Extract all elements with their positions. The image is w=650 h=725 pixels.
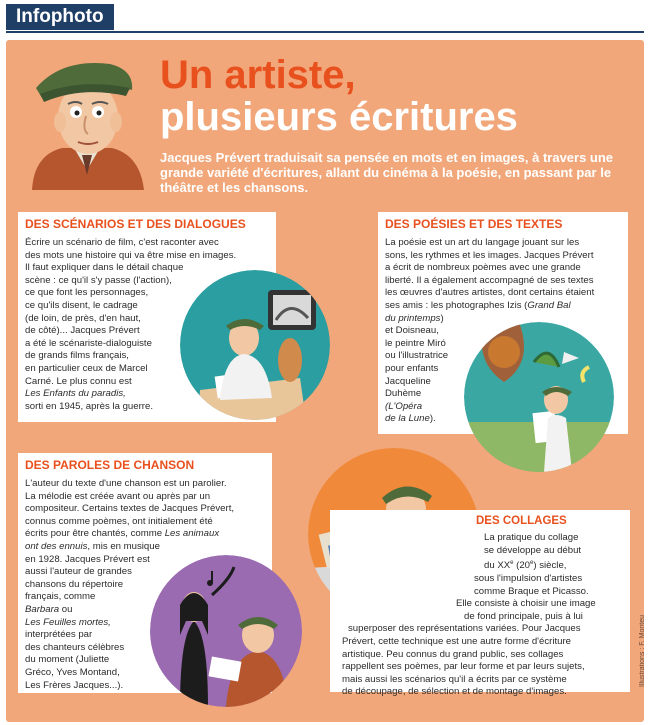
box-poesies-title: DES POÉSIES ET DES TEXTES <box>385 217 563 231</box>
text-line: de côté)... Jacques Prévert <box>25 325 140 337</box>
infophoto-tag: Infophoto <box>6 4 114 30</box>
text-line: de grands films français, <box>25 350 129 362</box>
box-collages-title: DES COLLAGES <box>476 515 567 527</box>
prevert-portrait <box>22 50 152 190</box>
text-line: des mots une histoire qui va être mise en images. <box>25 249 237 261</box>
work-title: (L'Opéra <box>385 400 423 412</box>
header-rule <box>6 31 644 33</box>
text-line: le peintre Miró <box>385 337 446 349</box>
box-chanson-title: DES PAROLES DE CHANSON <box>25 458 195 472</box>
work-title: Grand Bal <box>527 299 571 311</box>
text-line: sorti en 1945, après la guerre. <box>25 400 153 412</box>
text-fragment: ou <box>59 603 73 615</box>
text-line: Jacqueline <box>385 375 431 387</box>
text-fragment: e <box>530 560 534 567</box>
film-title: Les Enfants du paradis, <box>25 388 126 400</box>
text-line: scène : ce qu'il s'y passe (l'action), <box>25 274 172 286</box>
text-line: La mélodie est créée avant ou après par un <box>25 490 211 502</box>
intro-text: Jacques Prévert traduisait sa pensée en mots et en images, à travers une grande variété d'écritures, allant du cinéma à la poésie, en passant par le théâtre et les chansons. <box>160 150 614 195</box>
text-line: a été le scénariste-dialoguiste <box>25 337 152 349</box>
text-line: du moment (Juliette <box>25 654 110 666</box>
text-line: interprétées par <box>25 629 93 641</box>
text-line: La pratique du collage <box>484 532 579 543</box>
illustration-chanson <box>150 555 302 707</box>
text-line: liberté. Il a également accompagné de ses textes <box>385 274 594 286</box>
text-line: français, comme <box>25 591 96 603</box>
text-line: ses amis : les photographes Izis ( <box>385 299 528 311</box>
text-line: Prévert, cette technique est une autre forme d'écriture <box>342 635 572 647</box>
box-collages-text <box>334 532 628 699</box>
text-line: les œuvres d'autres artistes, dont certains étaient <box>385 287 595 299</box>
text-line: Les Frères Jacques...). <box>25 679 124 691</box>
text-line: Gréco, Yves Montand, <box>25 666 120 678</box>
text-line: aussi l'auteur de grandes <box>25 566 132 578</box>
text-line: sons, les rythmes et les images. Jacques Prévert <box>385 249 594 261</box>
text-line: Elle consiste à choisir une image <box>456 598 596 610</box>
text-fragment: e <box>510 560 514 567</box>
text-fragment: ) <box>440 312 444 324</box>
century-line <box>334 557 628 573</box>
text-line: rappellent ses poèmes, par leur forme et par leurs sujets, <box>342 661 585 673</box>
text-fragment: du XX <box>484 560 511 572</box>
illustration-poesie <box>464 322 614 472</box>
text-line: de découpage, de sélection et de montage d'images. <box>342 686 567 698</box>
text-line: sous l'impulsion d'artistes <box>474 572 583 584</box>
text-line: (de loin, de près, d'en haut, <box>25 312 141 324</box>
text-line: Il faut expliquer dans le détail chaque <box>25 262 184 274</box>
text-fragment: , mis en musique <box>87 540 160 552</box>
text-line: connus comme poèmes, ont initialement été <box>25 515 213 527</box>
text-line: écrits pour être chantés, comme <box>25 528 163 540</box>
text-line: Carné. Le plus connu est <box>25 375 132 387</box>
text-line: chansons du répertoire <box>25 578 124 590</box>
text-fragment: siècle, <box>539 560 567 572</box>
text-line: en particulier ceux de Marcel <box>25 362 148 374</box>
text-line: a écrit de nombreux poèmes avec une grande <box>385 262 581 274</box>
page-title-line1: Un artiste, <box>160 53 356 97</box>
text-line: Duhème <box>385 388 422 400</box>
text-line: et Doisneau, <box>385 325 439 337</box>
text-line: superposer des représentations variées. Pour Jacques <box>348 623 581 635</box>
text-line: des chanteurs célèbres <box>25 641 125 653</box>
text-line: se développe au début <box>484 544 582 556</box>
text-fragment: (20 <box>513 560 531 572</box>
song-title: Les Feuilles mortes, <box>25 616 111 628</box>
text-fragment: ) <box>533 560 537 572</box>
text-line: artistique. Peu connus du grand public, ses collages <box>342 648 564 660</box>
text-line: Écrire un scénario de film, c'est raconter avec <box>25 237 219 248</box>
text-line: La poésie est un art du langage jouant sur les <box>385 237 580 248</box>
text-line: ce que font les personnages, <box>25 287 149 299</box>
text-line: ce qu'ils disent, le cadrage <box>25 299 138 311</box>
text-line: L'auteur du texte d'une chanson est un parolier. <box>25 478 227 489</box>
header-band <box>0 0 650 36</box>
work-title: du printemps <box>385 312 441 324</box>
song-title: ont des ennuis <box>25 540 88 552</box>
illustration-credit: Illustrations : F. Monteu <box>639 615 646 687</box>
illustration-scenario <box>180 270 330 420</box>
text-line: pour enfants <box>385 362 439 374</box>
text-line: comme Braque et Picasso. <box>474 585 589 597</box>
song-title: Barbara <box>25 603 60 615</box>
text-line: en 1928. Jacques Prévert est <box>25 553 150 565</box>
song-title: Les animaux <box>164 528 220 540</box>
work-title: de la Lune <box>385 413 430 425</box>
page-title-line2: plusieurs écritures <box>160 95 518 139</box>
text-fragment: ). <box>429 413 436 425</box>
text-line: mais aussi les scénarios qu'il a écrits par ce système <box>342 673 567 685</box>
text-line: compositeur. Certains textes de Jacques Prévert, <box>25 503 235 515</box>
text-line: de fond principale, puis à lui <box>464 610 583 622</box>
box-collages-content <box>476 514 626 528</box>
text-line: ou l'illustratrice <box>385 350 449 362</box>
box-scenarios-title: DES SCÉNARIOS ET DES DIALOGUES <box>25 217 246 231</box>
